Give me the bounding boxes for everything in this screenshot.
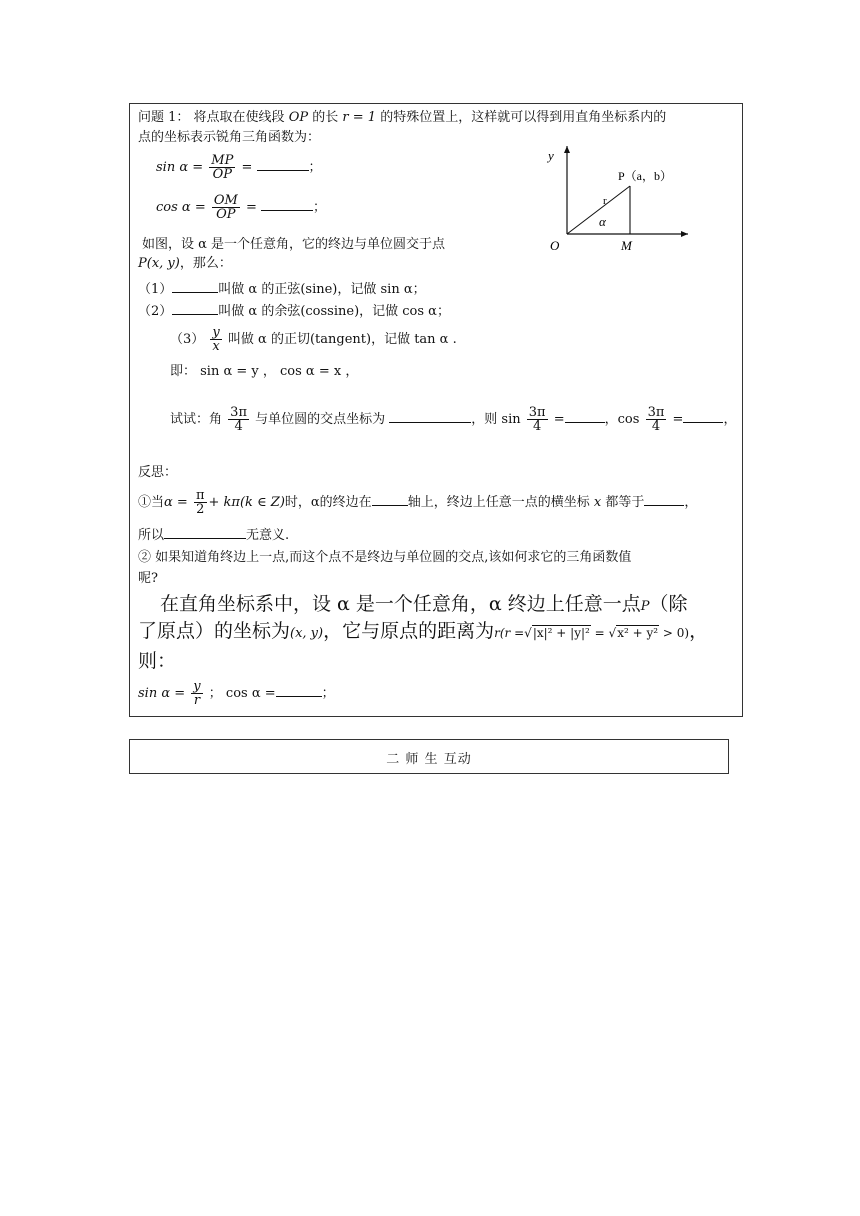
problem-heading: 问题 1： 将点取在使线段 <box>138 110 285 125</box>
tan-denominator: x <box>212 339 220 354</box>
r2-end: 无意义. <box>246 528 290 543</box>
coordinate-figure <box>542 142 692 257</box>
equals-sign: = <box>672 412 684 427</box>
general-line-1 <box>160 592 688 619</box>
r-equals-one: r = 1 <box>342 110 377 125</box>
r1-end: ， <box>684 495 698 510</box>
cos-denominator: OP <box>216 207 236 222</box>
sine-blank[interactable] <box>172 280 218 293</box>
three-pi-over-four: $\frac{3\pi}{4}$ <box>647 405 665 434</box>
general-text-1b: （除 <box>649 593 688 615</box>
tangent-fraction <box>210 326 221 353</box>
g4-end: ； <box>321 686 335 701</box>
r1-x: x <box>593 495 602 510</box>
axis-blank[interactable] <box>372 493 408 506</box>
trial-line <box>170 406 736 433</box>
general-coord: (x, y) <box>290 626 324 641</box>
cosine-blank[interactable] <box>172 302 218 315</box>
item-1-text: 叫做 α 的正弦(sine)，记做 sin α； <box>218 282 426 297</box>
segment-op: OP <box>288 110 309 125</box>
r1-text-c: 时，α的终边在 <box>284 495 372 510</box>
r1-condition: + kπ(k ∈ Z) <box>208 495 285 510</box>
formula-b: |x|² + |y|² <box>532 626 590 640</box>
alpha-label: α <box>599 214 606 229</box>
reflection-line-4: 呢? <box>138 571 158 586</box>
problem-line-2: 点的坐标表示锐角三角函数为： <box>138 130 321 145</box>
equals-sign: = <box>245 200 257 215</box>
reflection-line-2 <box>138 526 289 544</box>
origin-label: O <box>550 238 560 253</box>
general-text-2b: ，它与原点的距离为 <box>323 620 495 642</box>
general-line-3: 则： <box>138 650 177 672</box>
trial-text: 角 <box>209 412 223 427</box>
y-axis-arrow <box>564 146 570 153</box>
m-label: M <box>621 238 632 253</box>
item-1-number: （1） <box>138 282 173 297</box>
trial-end: ， <box>723 412 737 427</box>
three-pi-over-four: $\frac{3\pi}{4}$ <box>230 405 247 434</box>
equals-sign: = <box>553 412 565 427</box>
general-cos-blank[interactable] <box>276 684 322 697</box>
item-3-number: （3） <box>170 332 205 347</box>
pi-over-two: $\frac{\pi}{2}$ <box>195 488 205 517</box>
general-text-2: 了原点）的坐标为 <box>138 620 291 642</box>
general-line-4 <box>138 680 335 707</box>
formula-e: > 0) <box>662 626 690 640</box>
definition-line-1 <box>142 237 445 253</box>
trial-sin-blank[interactable] <box>565 410 605 423</box>
r1-text-e: 都等于 <box>605 495 645 510</box>
point-p: P(x, y) <box>138 256 180 271</box>
cos-numerator: OM <box>213 193 238 208</box>
tan-numerator: y <box>212 325 220 340</box>
trial-label: 试试： <box>170 412 210 427</box>
tangent-definition <box>170 326 457 353</box>
x-axis-arrow <box>681 231 688 237</box>
sin-denominator: OP <box>212 167 233 182</box>
general-text-1: 在直角坐标系中，设 α 是一个任意角，α 终边上任意一点 <box>160 593 641 615</box>
sin-numerator: MP <box>211 153 234 168</box>
sin-formula <box>156 154 322 181</box>
undefined-blank[interactable] <box>164 526 246 539</box>
formula-a: r(r = <box>494 626 525 640</box>
cos-lhs: cos α = <box>156 200 206 215</box>
g4-sin: sin α = <box>138 686 186 701</box>
definition-summary: 即： sin α = y ， cos α = x ， <box>170 364 359 379</box>
r1-text: ①当 <box>138 495 165 510</box>
section-2-title: 二 师 生 互动 <box>386 752 472 767</box>
definition-line-2 <box>138 256 232 272</box>
point-p-label: P（a，b） <box>618 169 673 183</box>
distance-formula: r(r =√|x|² + |y|² = √x² + y² > 0) <box>494 626 690 640</box>
trial-cos: ，cos <box>604 412 640 427</box>
g4-cos: ； cos α = <box>208 686 276 701</box>
general-text-2c: ， <box>689 620 709 642</box>
formula-c: = <box>594 626 605 640</box>
equals-sign: = <box>241 160 253 175</box>
trial-cos-blank[interactable] <box>683 410 723 423</box>
problem-line-1 <box>138 110 666 126</box>
semicolon: ； <box>308 160 322 175</box>
y-over-r: $\frac{y}{r}$ <box>193 679 201 708</box>
intersection-blank[interactable] <box>389 410 471 423</box>
general-line-2 <box>138 619 708 646</box>
cos-formula <box>156 194 326 221</box>
abscissa-blank[interactable] <box>644 493 684 506</box>
general-point-p: P <box>640 599 650 614</box>
cosine-definition <box>138 302 450 320</box>
item-2-text: 叫做 α 的余弦(cossine)，记做 cos α； <box>218 304 450 319</box>
section-2-box <box>129 739 729 774</box>
formula-d: x² + y² <box>617 626 659 640</box>
definition-intro-cont: ，那么： <box>179 256 232 271</box>
definition-intro: 如图，设 α 是一个任意角，它的终边与单位圆交于点 <box>142 237 446 252</box>
problem-text: 的长 <box>312 110 339 125</box>
sin-answer-blank[interactable] <box>257 158 309 171</box>
three-pi-over-four: $\frac{3\pi}{4}$ <box>528 405 546 434</box>
reflection-title: 反思： <box>138 465 178 480</box>
r1-alpha: α = <box>164 495 188 510</box>
problem-box <box>129 103 743 717</box>
trial-text-2: 与单位圆的交点坐标为 <box>255 412 386 427</box>
y-label: y <box>548 148 554 163</box>
r-label: r <box>603 195 607 207</box>
item-2-number: （2） <box>138 304 173 319</box>
trial-sin: ，则 sin <box>471 412 521 427</box>
item-3-text: 叫做 α 的正切(tangent)，记做 tan α . <box>227 332 457 347</box>
cos-answer-blank[interactable] <box>261 198 313 211</box>
sine-definition <box>138 280 426 298</box>
problem-text-cont: 的特殊位置上，这样就可以得到用直角坐标系内的 <box>380 110 667 125</box>
r2-text: 所以 <box>138 528 165 543</box>
reflection-line-1 <box>138 489 697 516</box>
semicolon: ； <box>313 200 327 215</box>
sin-lhs: sin α = <box>156 160 204 175</box>
r1-text-d: 轴上，终边上任意一点的横坐标 <box>407 495 590 510</box>
reflection-line-3: ② 如果知道角终边上一点,而这个点不是终边与单位圆的交点,该如何求它的三角函数值 <box>138 550 632 565</box>
sin-fraction <box>209 154 235 181</box>
cos-fraction <box>212 194 240 221</box>
